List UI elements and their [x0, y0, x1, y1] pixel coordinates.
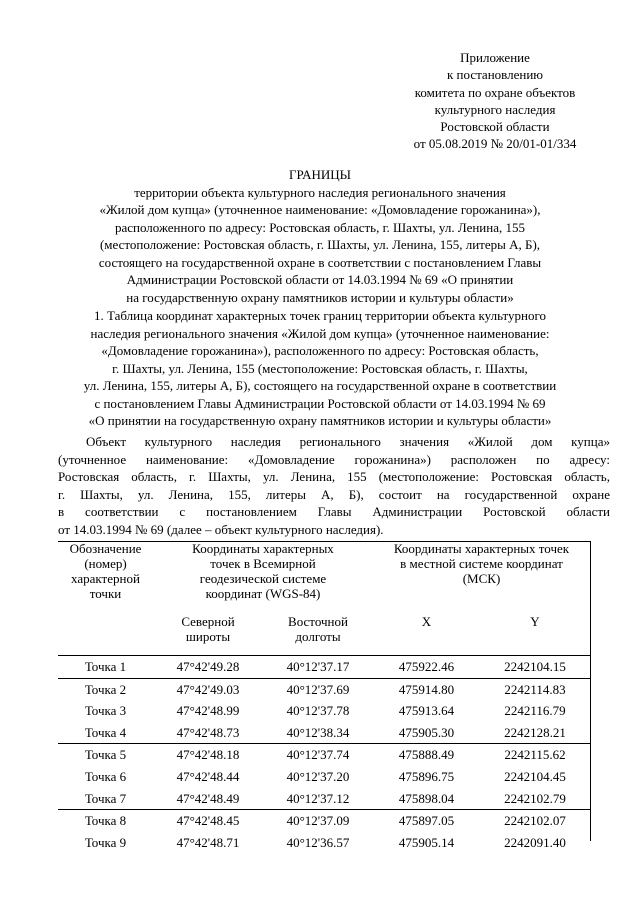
- appendix-block: [380, 49, 610, 153]
- document-title: [20, 166, 620, 306]
- paragraph-line: от 14.03.1994 № 69 (далее – объект культурного наследия).: [58, 521, 384, 537]
- subheader-east: Восточной долготы: [288, 614, 348, 644]
- table-row: Точка 8 47°42'48.45 40°12'37.09 475897.05 2242102.07: [58, 810, 590, 832]
- appendix-line: Приложение: [460, 50, 530, 65]
- title-line: состоящего на государственной охране в соответствии с постановлением Главы: [98, 254, 542, 270]
- header-wgs84: Координаты характерных точек в Всемирной геодезической системе координат (WGS-84): [192, 541, 334, 601]
- caption-line: наследия регионального значения «Жилой дом купца» (уточненное наименование:: [90, 325, 550, 341]
- table-row: Точка 4 47°42'48.73 40°12'38.34 475905.30 2242128.21: [84, 724, 566, 740]
- table-header-row: [58, 541, 590, 614]
- title-line: территории объекта культурного наследия регионального значения: [134, 184, 506, 200]
- appendix-line: комитета по охране объектов: [414, 84, 576, 100]
- table-row: Точка 6 47°42'48.44 40°12'37.20 475896.75 2242104.45: [84, 768, 566, 784]
- appendix-line: от 05.08.2019 № 20/01-01/334: [413, 136, 577, 152]
- paragraph-line: в соответствии с постановлением Главы Администрации Ростовской области: [58, 504, 610, 520]
- caption-line: 1. Таблица координат характерных точек границ территории объекта культурного: [94, 308, 546, 323]
- title-line: (местоположение: Ростовская область, г. Шахты, ул. Ленина, 155, литеры А, Б),: [99, 237, 541, 252]
- subheader-y: Y: [530, 614, 540, 629]
- paragraph-line: г. Шахты, ул. Ленина, 155, литеры А, Б), состоит на государственной охране: [58, 486, 610, 502]
- table-row: Точка 7 47°42'48.49 40°12'37.12 475898.04 2242102.79: [84, 790, 566, 806]
- appendix-line: культурного наследия: [434, 101, 556, 117]
- caption-line: с постановлением Главы Администрации Ростовской области от 14.03.1994 № 69: [94, 395, 546, 411]
- table-caption: [20, 307, 620, 430]
- caption-line: «Домовладение горожанина»), расположенного по адресу: Ростовская область,: [101, 343, 539, 358]
- table-row: Точка 1 47°42'49.28 40°12'37.17 475922.46 2242104.15: [58, 656, 590, 679]
- paragraph-line: Объект культурного наследия регионального значения «Жилой дом купца»: [86, 434, 610, 449]
- coordinates-table: [58, 541, 590, 853]
- title-line: «Жилой дом купца» (уточненное наименование: «Домовладение горожанина»),: [99, 202, 541, 217]
- header-point-designation: Обозначение (номер) характерной точки: [69, 541, 142, 601]
- appendix-line: к постановлению: [446, 67, 544, 83]
- paragraph-line: Ростовская область, г. Шахты, ул. Ленина, 155 (местоположение: Ростовская область,: [58, 469, 610, 485]
- body-paragraph: [58, 433, 610, 539]
- table-right-border: [590, 541, 591, 841]
- subheader-north: Северной широты: [181, 614, 235, 644]
- caption-line: ул. Ленина, 155, литеры А, Б), состоящего на государственной охране в соответствии: [83, 378, 557, 393]
- paragraph-line: (уточненное наименование: «Домовладение горожанина») расположен по адресу:: [58, 451, 610, 467]
- caption-line: г. Шахты, ул. Ленина, 155 (местоположение: Ростовская область, г. Шахты,: [112, 360, 528, 376]
- title-line: расположенного по адресу: Ростовская область, г. Шахты, ул. Ленина, 155: [114, 219, 525, 235]
- title-line: Администрации Ростовской области от 14.03.1994 № 69 «О принятии: [126, 272, 514, 287]
- header-msk: Координаты характерных точек в местной системе координат (МСК): [393, 541, 570, 586]
- appendix-line: Ростовской области: [440, 119, 550, 135]
- title-heading: ГРАНИЦЫ: [289, 167, 351, 182]
- subheader-x: X: [421, 614, 432, 629]
- table-row: Точка 3 47°42'48.99 40°12'37.78 475913.64 2242116.79: [84, 703, 566, 719]
- table-row: Точка 2 47°42'49.03 40°12'37.69 475914.80 2242114.83: [58, 678, 590, 700]
- table-row: Точка 5 47°42'48.18 40°12'37.74 475888.49 2242115.62: [58, 744, 590, 766]
- caption-line: «О принятии на государственную охрану памятников истории и культуры области»: [88, 413, 552, 428]
- table-row: Точка 9 47°42'48.71 40°12'36.57 475905.14 2242091.40: [84, 834, 566, 850]
- title-line: на государственную охрану памятников истории и культуры области»: [126, 289, 514, 305]
